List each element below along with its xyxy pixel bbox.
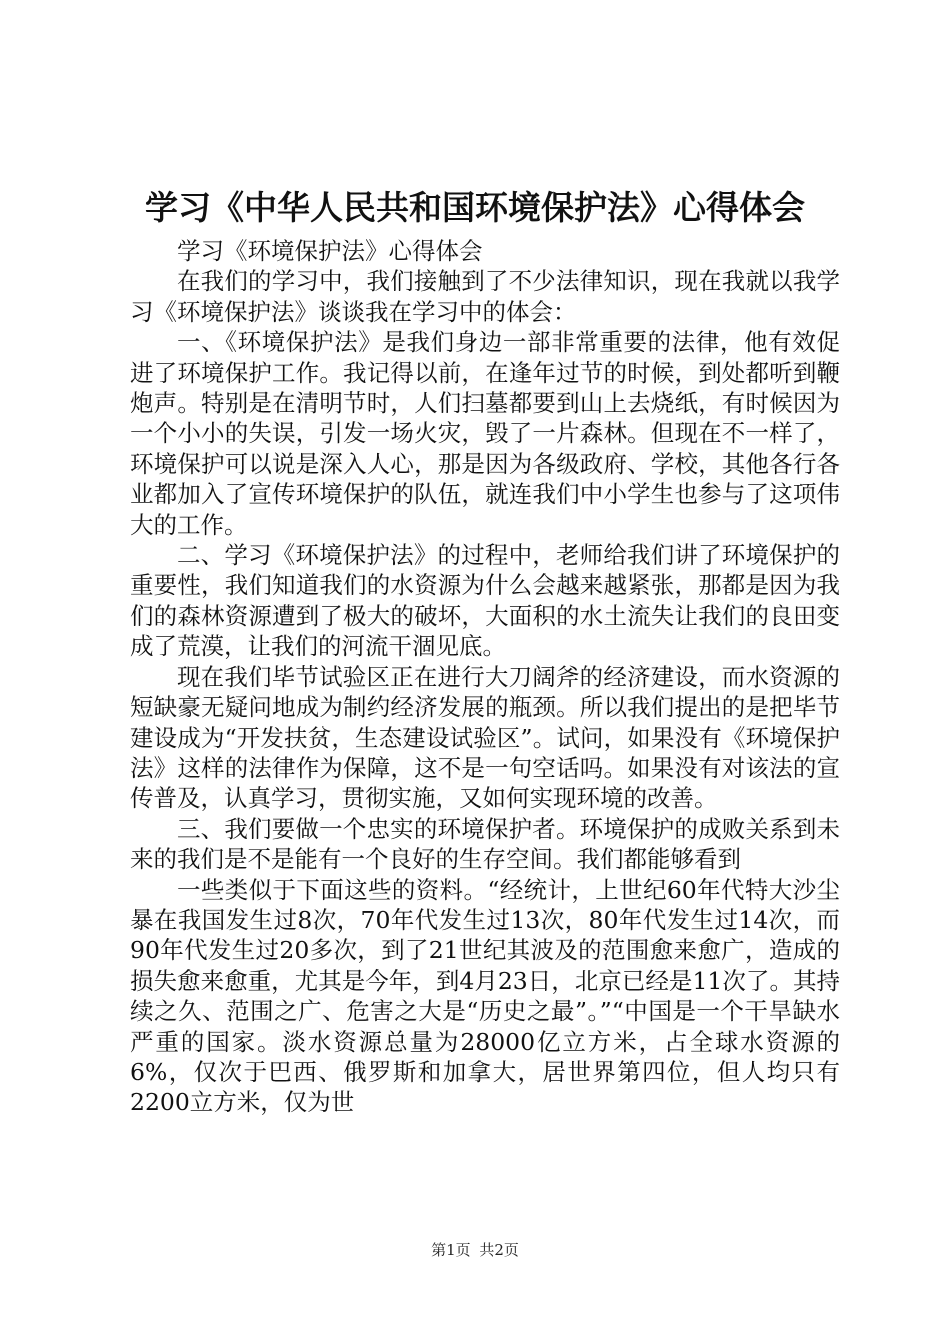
subtitle-paragraph: 学习《环境保护法》心得体会 <box>177 237 483 265</box>
page-total: 共2页 <box>479 1241 519 1259</box>
body-paragraph: 二、学习《环境保护法》的过程中，老师给我们讲了环境保护的重要性，我们知道我们的水资源为什么会越来越紧张，那都是因为我们的森林资源遭到了极大的破坏，大面积的水土流失让我们的良田变成了荒漠，让我们的河流干涸见底。 <box>130 541 840 661</box>
page-footer <box>0 1240 950 1260</box>
body-paragraph: 一些类似于下面这些的资料。“经统计，上世纪60年代特大沙尘暴在我国发生过8次，70年代发生过13次，80年代发生过14次，而90年代发生过20多次，到了21世纪其波及的范围愈来愈广，造成的损失愈来愈重，尤其是今年，到4月23日，北京已经是11次了。其持续之久、范围之广、危害之大是“历史之最”。”“中国是一个干旱缺水严重的国家。淡水资源总量为28000亿立方米，占全球水资源的6%，仅次于巴西、俄罗斯和加拿大，居世界第四位，但人均只有2200立方米，仅为世 <box>130 875 840 1117</box>
document-body <box>130 236 840 1118</box>
body-paragraph: 一、《环境保护法》是我们身边一部非常重要的法律，他有效促进了环境保护工作。我记得以前，在逢年过节的时候，到处都听到鞭炮声。特别是在清明节时，人们扫墓都要到山上去烧纸，有时候因为一个小小的失误，引发一场火灾，毁了一片森林。但现在不一样了，环境保护可以说是深入人心，那是因为各级政府、学校，其他各行各业都加入了宣传环境保护的队伍，就连我们中小学生也参与了这项伟大的工作。 <box>130 328 840 539</box>
page-number: 第1页 <box>431 1241 471 1259</box>
body-paragraph: 三、我们要做一个忠实的环境保护者。环境保护的成败关系到未来的我们是不是能有一个良好的生存空间。我们都能够看到 <box>130 814 840 874</box>
document-title: 学习《中华人民共和国环境保护法》心得体会 <box>145 188 805 227</box>
body-paragraph: 现在我们毕节试验区正在进行大刀阔斧的经济建设，而水资源的短缺豪无疑问地成为制约经济发展的瓶颈。所以我们提出的是把毕节建设成为“开发扶贫，生态建设试验区”。试问，如果没有《环境保护法》这样的法律作为保障，这不是一句空话吗。如果没有对该法的宣传普及，认真学习，贯彻实施，又如何实现环境的改善。 <box>130 662 840 813</box>
body-paragraph: 在我们的学习中，我们接触到了不少法律知识，现在我就以我学习《环境保护法》谈谈我在学习中的体会： <box>130 267 840 326</box>
